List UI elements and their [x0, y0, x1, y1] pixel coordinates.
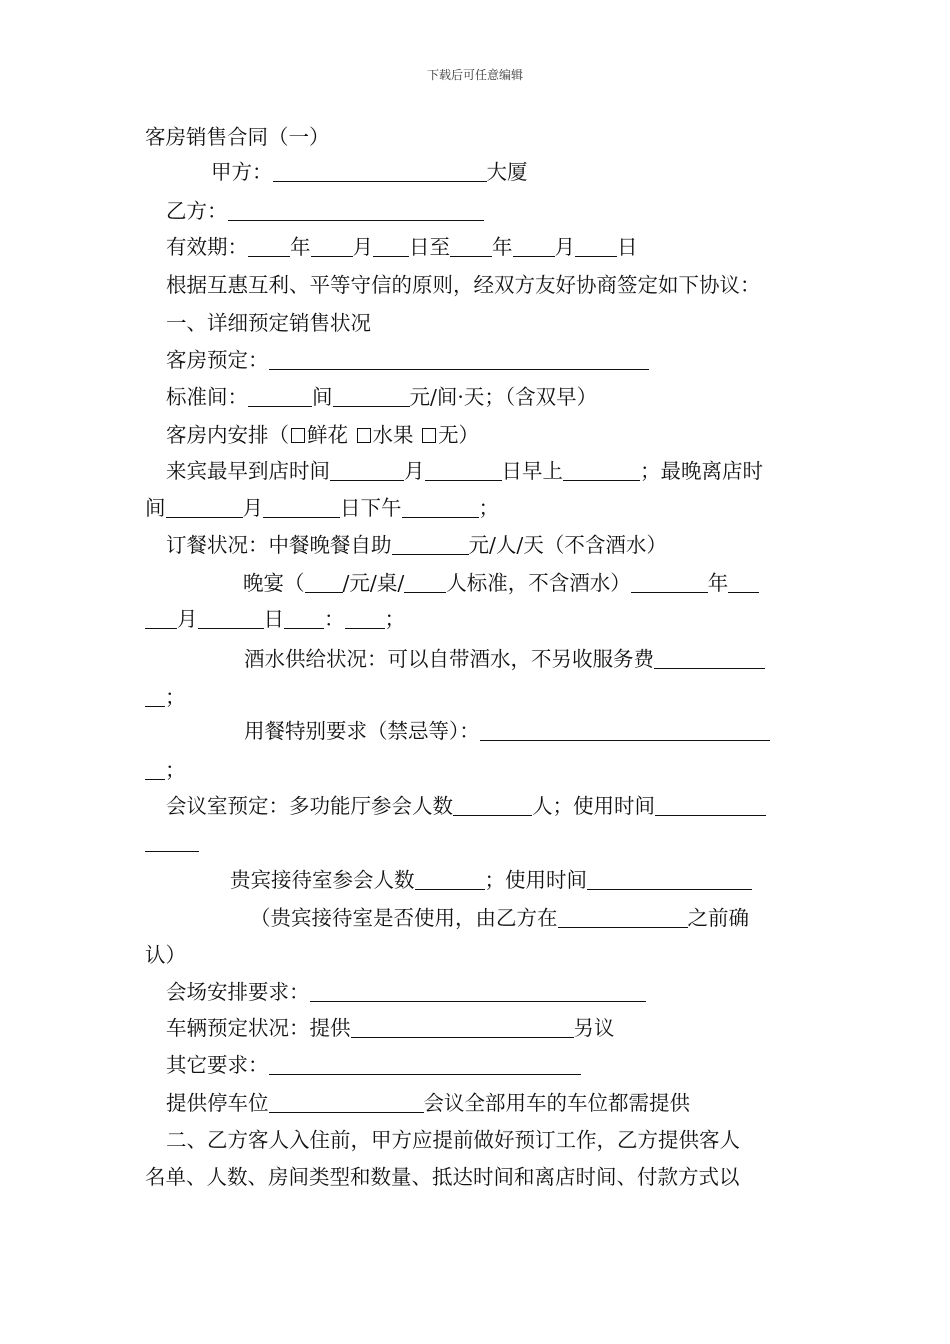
drinks-blank-a[interactable]	[654, 648, 765, 669]
departure-day-blank[interactable]	[263, 497, 340, 518]
vehicle-blank[interactable]	[351, 1017, 574, 1038]
arrival-month: 月	[404, 459, 425, 483]
banquet-month-blank-b[interactable]	[145, 608, 177, 629]
drinks-line	[244, 645, 765, 673]
vehicle-line	[166, 1014, 615, 1042]
page-header: 下载后可任意编辑	[426, 68, 523, 82]
validity-day2-blank[interactable]	[575, 236, 617, 257]
contract-title: 客房销售合同（一）	[145, 125, 330, 149]
drinks-end: ；	[165, 685, 186, 709]
banquet-price-blank[interactable]	[305, 572, 343, 593]
departure-label-cont: 间	[145, 496, 166, 520]
vip-time-label: ；使用时间	[484, 868, 587, 892]
validity-line	[166, 233, 638, 261]
drinks-label: 酒水供给状况：可以自带酒水，不另收服务费	[244, 647, 654, 671]
banquet-line-2	[145, 605, 405, 633]
drinks-blank-b[interactable]	[145, 686, 165, 707]
none-checkbox[interactable]	[422, 428, 436, 443]
parking-line	[166, 1089, 690, 1117]
section-2-line-1: 二、乙方客人入住前，甲方应提前做好预订工作，乙方提供客人	[166, 1128, 740, 1152]
room-booking-blank[interactable]	[269, 349, 649, 370]
room-arrangement-line	[166, 421, 479, 449]
room-booking-line	[166, 346, 649, 374]
standard-room-price-blank[interactable]	[333, 386, 410, 407]
party-a-label: 甲方：	[211, 160, 273, 184]
validity-year2: 年	[492, 235, 513, 259]
fruit-label: 水果	[372, 423, 414, 447]
banquet-month: 月	[177, 607, 198, 631]
party-a-suffix: 大厦	[486, 160, 528, 184]
standard-room-unit: 间	[312, 385, 333, 409]
standard-room-price: 元/间·天；（含双早）	[409, 385, 598, 409]
meeting-time-blank-a[interactable]	[655, 795, 766, 816]
validity-year-blank[interactable]	[248, 236, 290, 257]
validity-day: 日	[617, 235, 638, 259]
venue-line	[166, 978, 646, 1006]
banquet-year-blank[interactable]	[631, 572, 708, 593]
flowers-label: 鲜花	[307, 423, 348, 447]
banquet-people-blank[interactable]	[404, 572, 446, 593]
dining-req-line	[244, 717, 770, 745]
arrival-day-morning: 日早上	[501, 459, 563, 483]
room-arrangement-label: 客房内安排（	[166, 423, 289, 447]
dining-req-blank-b[interactable]	[145, 759, 165, 780]
banquet-minute-blank[interactable]	[345, 608, 385, 629]
banquet-year: 年	[707, 571, 729, 595]
departure-label: ；最晚离店时	[640, 459, 763, 483]
other-req-blank[interactable]	[269, 1054, 581, 1075]
parking-label: 提供停车位	[166, 1091, 269, 1115]
vip-note-blank[interactable]	[558, 907, 688, 928]
preamble: 根据互惠互利、平等守信的原则，经双方友好协商签定如下协议：	[166, 273, 761, 297]
dining-req-label: 用餐特别要求（禁忌等）：	[244, 719, 480, 743]
parking-blank[interactable]	[269, 1092, 424, 1113]
vip-note-line-2: 认）	[145, 943, 186, 967]
departure-end: ；	[478, 496, 499, 520]
validity-year: 年	[290, 235, 311, 259]
vehicle-label: 车辆预定状况：提供	[166, 1016, 351, 1040]
banquet-standard: 人标准，不含酒水）	[446, 571, 631, 595]
dining-req-blank-a[interactable]	[480, 720, 770, 741]
meeting-room-label: 会议室预定：多功能厅参会人数	[166, 794, 453, 818]
validity-month-blank[interactable]	[311, 236, 353, 257]
vip-people-blank[interactable]	[415, 869, 485, 890]
standard-room-count-blank[interactable]	[248, 386, 312, 407]
banquet-hour-blank[interactable]	[284, 608, 324, 629]
meeting-room-line	[166, 792, 766, 820]
other-req-label: 其它要求：	[166, 1053, 269, 1077]
banquet-label: 晚宴（	[243, 571, 305, 595]
dining-req-end: ；	[165, 758, 186, 782]
arrival-time-blank[interactable]	[563, 460, 640, 481]
standard-room-label: 标准间：	[166, 385, 248, 409]
arrival-day-blank[interactable]	[425, 460, 502, 481]
meeting-room-line-2	[145, 828, 199, 856]
arrival-line-2	[145, 494, 499, 522]
other-req-line	[166, 1051, 581, 1079]
venue-blank[interactable]	[310, 981, 646, 1002]
banquet-month-blank-a[interactable]	[728, 572, 759, 593]
vip-room-label: 贵宾接待室参会人数	[230, 868, 415, 892]
standard-room-line	[166, 383, 597, 411]
dining-req-line-2	[145, 756, 186, 784]
catering-unit: 元/人/天（不含酒水）	[468, 533, 667, 557]
departure-month-blank[interactable]	[166, 497, 243, 518]
parking-note: 会议全部用车的车位都需提供	[423, 1091, 690, 1115]
validity-day-blank[interactable]	[373, 236, 409, 257]
validity-month2: 月	[554, 235, 575, 259]
party-a-line	[211, 158, 528, 186]
venue-label: 会场安排要求：	[166, 980, 310, 1004]
banquet-colon: ：	[324, 607, 345, 631]
banquet-day: 日	[263, 607, 284, 631]
departure-time-blank[interactable]	[402, 497, 479, 518]
vip-room-line	[230, 866, 752, 894]
party-a-blank[interactable]	[273, 161, 487, 182]
arrival-line-1	[166, 457, 763, 485]
validity-month: 月	[352, 235, 373, 259]
none-label: 无）	[438, 423, 480, 447]
banquet-line-1	[243, 569, 759, 597]
arrival-month-blank[interactable]	[330, 460, 404, 481]
meeting-time-label: 人；使用时间	[532, 794, 655, 818]
validity-label: 有效期：	[166, 235, 248, 259]
meeting-time-blank-b[interactable]	[145, 831, 199, 852]
departure-day-afternoon: 日下午	[340, 496, 402, 520]
vip-note-before: 之前确	[687, 906, 749, 930]
banquet-per-table: /元/桌/	[342, 571, 405, 595]
section-1-heading: 一、详细预定销售状况	[166, 311, 371, 335]
flowers-checkbox[interactable]	[291, 428, 305, 443]
drinks-line-2	[145, 683, 186, 711]
validity-month2-blank[interactable]	[513, 236, 555, 257]
arrival-label: 来宾最早到店时间	[166, 459, 330, 483]
room-booking-label: 客房预定：	[166, 348, 269, 372]
fruit-checkbox[interactable]	[357, 428, 371, 443]
party-b-label: 乙方：	[166, 199, 228, 223]
departure-month: 月	[242, 496, 263, 520]
catering-label: 订餐状况：中餐晚餐自助	[166, 533, 392, 557]
vehicle-other: 另议	[573, 1016, 615, 1040]
vip-note-line	[250, 904, 749, 932]
catering-price-blank[interactable]	[392, 534, 469, 555]
catering-line	[166, 531, 667, 559]
banquet-day-blank[interactable]	[198, 608, 264, 629]
validity-year2-blank[interactable]	[450, 236, 492, 257]
meeting-people-blank[interactable]	[453, 795, 532, 816]
party-b-blank[interactable]	[228, 200, 484, 221]
party-b-line	[166, 197, 484, 225]
vip-time-blank[interactable]	[587, 869, 752, 890]
vip-note-text: （贵宾接待室是否使用，由乙方在	[250, 906, 558, 930]
banquet-end: ；	[384, 607, 405, 631]
section-2-line-2: 名单、人数、房间类型和数量、抵达时间和离店时间、付款方式以	[145, 1165, 740, 1189]
validity-day-to: 日至	[409, 235, 450, 259]
